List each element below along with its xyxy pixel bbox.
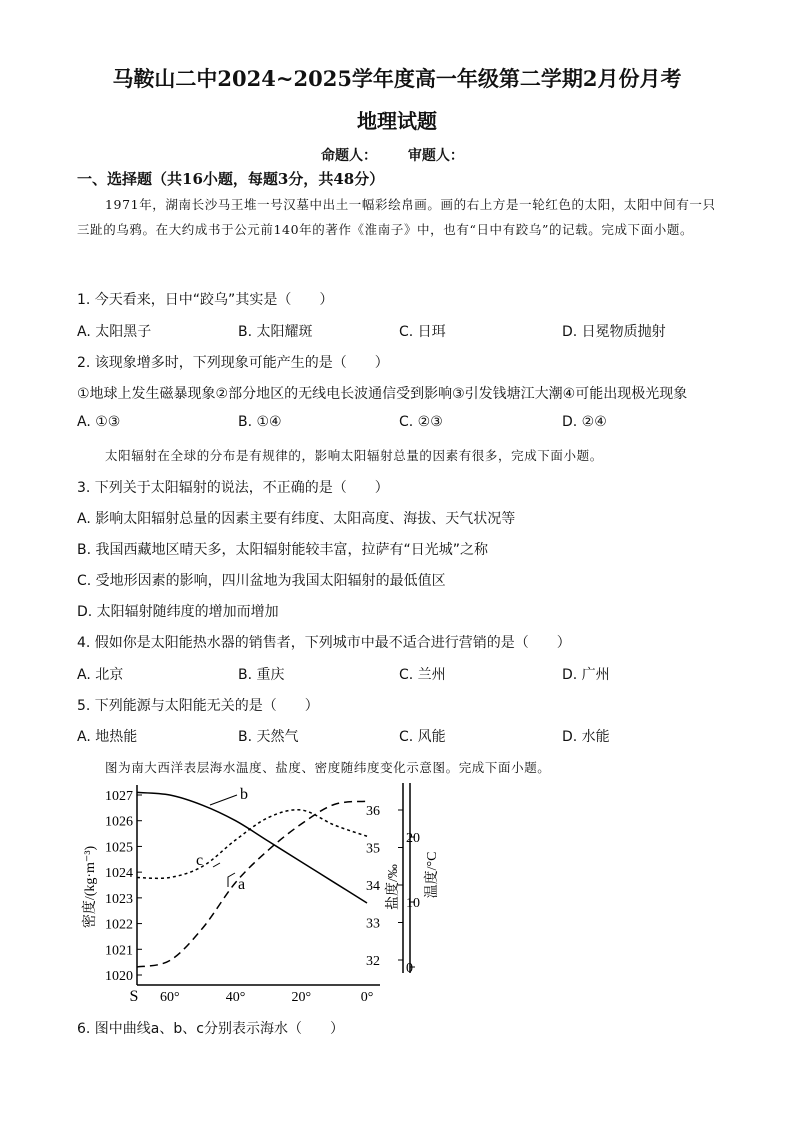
temperature-axis-label: 温度/°C bbox=[425, 851, 440, 899]
question-6-stem: 6. 图中曲线a、b、c分别表示海水（ ） bbox=[77, 1021, 344, 1037]
latitude-tick-label: 0° bbox=[360, 990, 374, 1005]
exam-subject: 地理试题 bbox=[357, 109, 437, 133]
q4-option-c: C. 兰州 bbox=[399, 667, 446, 683]
curve-label-a: a bbox=[238, 876, 246, 893]
q5-option-b: B. 天然气 bbox=[238, 729, 299, 745]
q5-option-c: C. 风能 bbox=[399, 729, 446, 745]
q3-option-a: A. 影响太阳辐射总量的因素主要有纬度、太阳高度、海拔、天气状况等 bbox=[77, 511, 516, 527]
ocean-property-chart bbox=[80, 775, 460, 1015]
question-4-stem: 4. 假如你是太阳能热水器的销售者，下列城市中最不适合进行营销的是（ ） bbox=[77, 635, 571, 651]
density-tick-label: 1020 bbox=[105, 969, 133, 984]
q2-option-a: A. ①③ bbox=[77, 414, 121, 430]
temperature-tick-label: 0 bbox=[406, 961, 413, 976]
q1-option-a: A. 太阳黑子 bbox=[77, 324, 152, 340]
q4-option-a: A. 北京 bbox=[77, 667, 124, 683]
latitude-tick-label: 40° bbox=[225, 990, 246, 1005]
latitude-tick-labels bbox=[130, 988, 374, 1005]
material-paragraph-1: 1971年，湖南长沙马王堆一号汉墓中出土一幅彩绘帛画。画的右上方是一轮红色的太阳，太阳中间有一只三趾的乌鸦。在大约成书于公元前140年的著作《淮南子》中，也有“日中有跤乌”的记载。完成下面小题。 bbox=[77, 197, 716, 237]
q4-option-d: D. 广州 bbox=[562, 667, 610, 683]
material-paragraph-3: 图为南大西洋表层海水温度、盐度、密度随纬度变化示意图。完成下面小题。 bbox=[105, 760, 551, 775]
salinity-axis-label: 盐度/‰ bbox=[386, 864, 401, 910]
density-tick-label: 1022 bbox=[105, 917, 133, 933]
latitude-tick-label: 20° bbox=[291, 990, 312, 1005]
latitude-tick-label: 60° bbox=[160, 990, 180, 1005]
q2-option-c: C. ②③ bbox=[399, 414, 443, 430]
q4-option-b: B. 重庆 bbox=[238, 667, 285, 683]
reviewer-label: 审题人： bbox=[407, 148, 464, 164]
q5-option-d: D. 水能 bbox=[562, 729, 610, 745]
temperature-tick-labels bbox=[406, 831, 420, 976]
curve-a bbox=[137, 801, 367, 967]
label-b-leader bbox=[210, 795, 237, 805]
curve-b bbox=[137, 792, 367, 903]
author-line bbox=[321, 145, 490, 165]
chart-curves bbox=[137, 792, 367, 967]
temperature-tick-label: 20 bbox=[406, 831, 420, 846]
q2-option-b: B. ①④ bbox=[238, 414, 282, 430]
density-axis-label: 密度/(kg·m⁻³) bbox=[83, 845, 98, 929]
salinity-tick-label: 36 bbox=[366, 804, 380, 819]
question-5-stem: 5. 下列能源与太阳能无关的是（ ） bbox=[77, 698, 319, 714]
salinity-tick-label: 32 bbox=[366, 954, 380, 969]
q3-option-b: B. 我国西藏地区晴天多，太阳辐射能较丰富，拉萨有“日光城”之称 bbox=[77, 542, 489, 558]
question-1-stem: 1. 今天看来，日中“跤乌”其实是（ ） bbox=[77, 292, 334, 308]
q1-option-b: B. 太阳耀斑 bbox=[238, 324, 313, 340]
q5-option-a: A. 地热能 bbox=[77, 729, 138, 745]
density-tick-label: 1023 bbox=[105, 891, 133, 907]
label-c-leader bbox=[213, 863, 220, 867]
curve-label-b: b bbox=[240, 786, 248, 803]
question-2-stem: 2. 该现象增多时，下列现象可能产生的是（ ） bbox=[77, 355, 389, 371]
q2-option-d: D. ②④ bbox=[562, 414, 607, 430]
density-tick-label: 1025 bbox=[105, 840, 133, 856]
q3-option-c: C. 受地形因素的影响，四川盆地为我国太阳辐射的最低值区 bbox=[77, 573, 446, 589]
salinity-tick-label: 35 bbox=[366, 841, 380, 857]
temperature-tick-label: 10 bbox=[406, 896, 420, 911]
section-heading: 一、选择题（共16小题，每题3分，共48分） bbox=[77, 170, 385, 188]
density-tick-label: 1026 bbox=[105, 814, 133, 830]
exam-title: 马鞍山二中2024~2025学年度高一年级第二学期2月份月考 bbox=[112, 66, 682, 91]
question-3-stem: 3. 下列关于太阳辐射的说法，不正确的是（ ） bbox=[77, 480, 389, 496]
q3-option-d: D. 太阳辐射随纬度的增加而增加 bbox=[77, 604, 279, 620]
material-paragraph-2: 太阳辐射在全球的分布是有规律的，影响太阳辐射总量的因素有很多，完成下面小题。 bbox=[105, 448, 603, 463]
salinity-tick-label: 33 bbox=[366, 916, 380, 932]
latitude-tick-label: S bbox=[129, 988, 139, 1005]
q1-option-d: D. 日冕物质抛射 bbox=[562, 324, 666, 340]
curve-c bbox=[137, 810, 367, 879]
author-label: 命题人： bbox=[321, 148, 377, 164]
q1-option-c: C. 日珥 bbox=[399, 324, 446, 340]
density-tick-label: 1021 bbox=[105, 943, 133, 959]
question-2-statements: ①地球上发生磁暴现象②部分地区的无线电长波通信受到影响③引发钱塘江大潮④可能出现极光现象 bbox=[77, 386, 688, 402]
salinity-tick-label: 34 bbox=[366, 879, 380, 894]
density-tick-label: 1024 bbox=[105, 866, 133, 882]
curve-label-c: c bbox=[196, 852, 204, 869]
density-tick-label: 1027 bbox=[105, 789, 133, 804]
